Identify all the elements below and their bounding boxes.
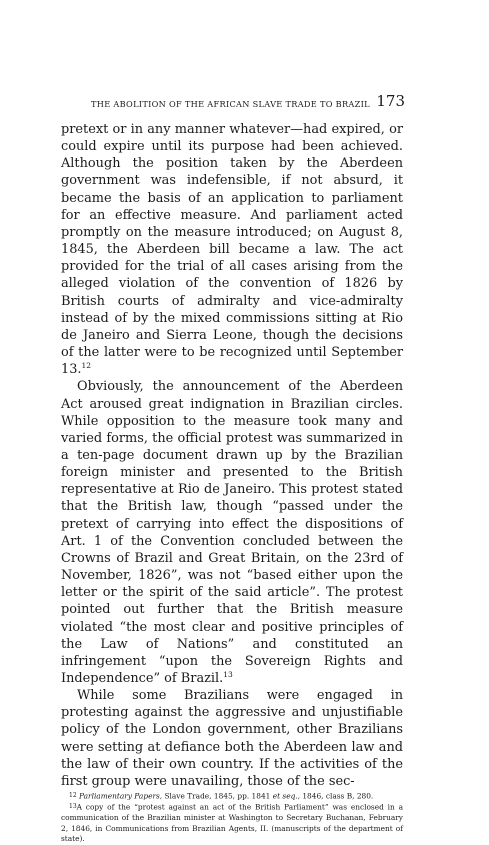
body-text xyxy=(61,121,403,790)
footnote-12-number: 12 xyxy=(69,792,77,800)
footnote-12-text: Slave Trade, 1845, pp. 1841 xyxy=(162,791,273,801)
paragraph-2-text: Obviously, the announcement of the Aberdeen Act aroused great indignation in Brazilian circles. While opposition to the measure took many and varied forms, the official protest was summarized in a ten-page document drawn up by the Brazilian foreign minister and presented to the British representative at Rio de Janeiro. This protest stated that the British law, though “passed under the pretext of carrying into effect the dispositions of Art. 1 of the Convention concluded between the Crowns of Brazil and Great Britain, on the 23rd of November, 1826”, was not “based either upon the letter or the spirit of the said article”. The protest pointed out further that the British measure violated “the most clear and positive principles of the Law of Nations” and constituted an infringement “upon the Sovereign Rights and Independence” of Brazil. xyxy=(61,379,403,686)
footnote-13-number: 13 xyxy=(69,803,77,811)
footnote-13 xyxy=(61,802,403,845)
footnote-12-et-seq: et seq., xyxy=(272,791,300,801)
paragraph-1-text: pretext or in any manner whatever—had expired, or could expire until its purpose had been achieved. Although the position taken by the Aberdeen government was indefensible, if not absurd, it became the basis of an application to parliament for an effective measure. And parliament acted promptly on the measure introduced; on August 8, 1845, the Aberdeen bill became a law. The act provided for the trial of all cases arising from the alleged violation of the convention of 1826 by British courts of admiralty and vice-admiralty instead of by the mixed commissions sitting at Rio de Janeiro and Sierra Leone, though the decisions of the latter were to be recognized until September 13. xyxy=(61,122,403,378)
document-page xyxy=(61,92,403,845)
paragraph-3-text: While some Brazilians were engaged in protesting against the aggressive and unjustifiable policy of the London government, other Brazilians were setting at defiance both the Aberdeen law and the law of their own country. If the activities of the first group were unavailing, those of the sec- xyxy=(61,688,403,789)
page-number: 173 xyxy=(376,92,405,110)
paragraph-2 xyxy=(61,378,403,687)
footnotes xyxy=(61,791,403,845)
running-title: THE ABOLITION OF THE AFRICAN SLAVE TRADE TO BRAZIL xyxy=(91,99,370,109)
running-head xyxy=(61,92,403,112)
footnote-ref-13: 13 xyxy=(223,670,233,679)
paragraph-1 xyxy=(61,121,403,378)
footnote-ref-12: 12 xyxy=(81,361,92,371)
footnote-12 xyxy=(61,791,403,802)
footnote-12-source-title: Parliamentary Papers, xyxy=(79,791,163,801)
paragraph-3 xyxy=(61,687,403,790)
footnote-12-tail: 1846, class B, 280. xyxy=(300,791,374,801)
footnote-13-text: A copy of the “protest against an act of the British Parliament” was enclosed in a communication of the Brazilian minister at Washington to Secretary Buchanan, February 2, 1846, in Communications from Brazilian Agents, II. (manuscripts of the department of state). xyxy=(61,802,403,844)
